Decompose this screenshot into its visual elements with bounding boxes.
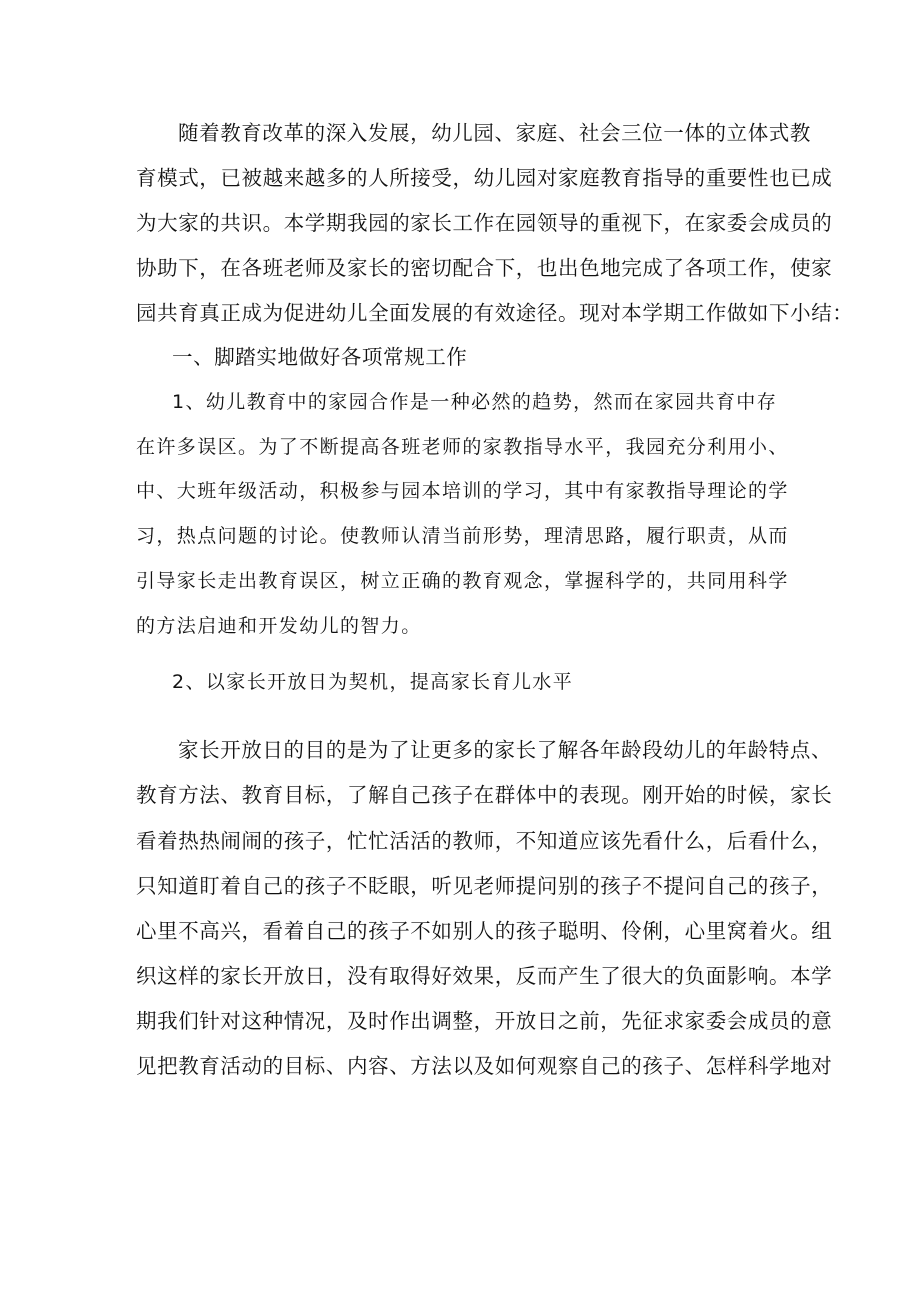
intro-line-4: 协助下，在各班老师及家长的密切配合下，也出色地完成了各项工作，使家 [136,256,833,280]
intro-line-1: 随着教育改革的深入发展，幼儿园、家庭、社会三位一体的立体式教 [178,121,811,145]
item1-line-2: 在许多误区。为了不断提高各班老师的家教指导水平，我园充分利用小、 [136,436,789,458]
item2-line-2: 教育方法、教育目标，了解自己孩子在群体中的表现。刚开始的时候，家长 [136,783,833,807]
item2-line-5: 心里不高兴，看着自己的孩子不如别人的孩子聪明、伶俐，心里窝着火。组 [136,919,833,943]
item2-line-1: 家长开放日的目的是为了让更多的家长了解各年龄段幼儿的年龄特点、 [178,738,833,762]
item2-line-8: 见把教育活动的目标、内容、方法以及如何观察自己的孩子、怎样科学地对 [136,1054,833,1078]
item1-line-5: 引导家长走出教育误区，树立正确的教育观念，掌握科学的，共同用科学 [136,570,789,592]
section1-heading: 一、脚踏实地做好各项常规工作 [172,345,468,369]
item1-line-6: 的方法启迪和开发幼儿的智力。 [136,615,422,637]
item1-line-4: 习，热点问题的讨论。使教师认清当前形势，理清思路，履行职责，从而 [136,525,789,547]
item2-line-4: 只知道盯着自己的孩子不眨眼，听见老师提问别的孩子不提问自己的孩子， [136,874,833,898]
item2-heading: 2、以家长开放日为契机，提高家长育儿水平 [172,671,574,693]
item1-line-3: 中、大班年级活动，积极参与园本培训的学习，其中有家教指导理论的学 [136,480,789,502]
item1-line-1: 1、幼儿教育中的家园合作是一种必然的趋势，然而在家园共育中存 [172,391,778,413]
intro-line-3: 为大家的共识。本学期我园的家长工作在园领导的重视下，在家委会成员的 [136,211,833,235]
item2-line-7: 期我们针对这种情况，及时作出调整，开放日之前，先征求家委会成员的意 [136,1009,833,1033]
intro-line-2: 育模式，已被越来越多的人所接受，幼儿园对家庭教育指导的重要性也已成 [136,166,833,190]
intro-line-5: 园共育真正成为促进幼儿全面发展的有效途径。现对本学期工作做如下小结： [136,301,854,325]
item2-line-3: 看着热热闹闹的孩子，忙忙活活的教师，不知道应该先看什么，后看什么， [136,829,833,853]
item2-line-6: 织这样的家长开放日，没有取得好效果，反而产生了很大的负面影响。本学 [136,964,833,988]
